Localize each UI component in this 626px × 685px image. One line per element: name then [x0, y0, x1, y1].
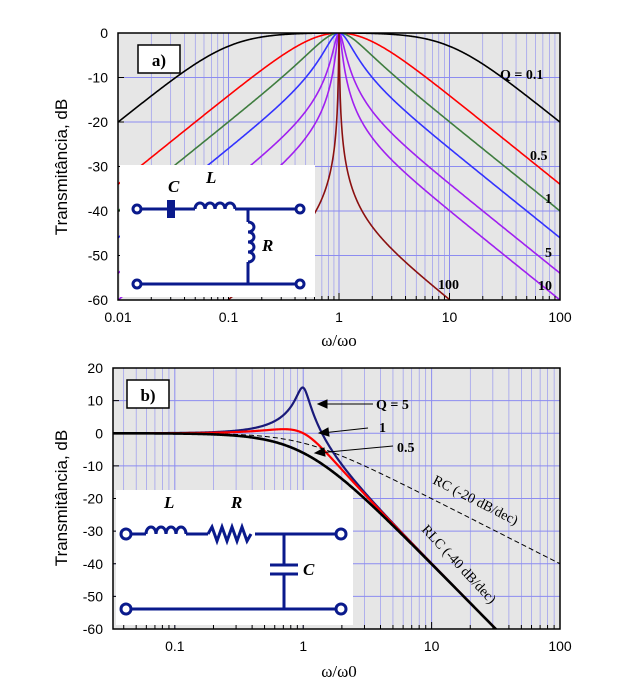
x-tick-label: 0.1 — [218, 309, 239, 325]
y-tick-label: 20 — [87, 360, 103, 376]
panel-a-label: a) — [151, 51, 167, 70]
y-tick-label: -40 — [82, 555, 103, 572]
y-tick-label: -50 — [82, 588, 103, 605]
series-label-b-q-0-5: 0.5 — [397, 441, 415, 456]
panel-b-circuit-label-c: C — [303, 560, 315, 579]
panel-a-chart — [52, 25, 572, 350]
annotation-rc-slope: RC (-20 dB/dec) — [430, 473, 521, 529]
y-tick-label: 0 — [95, 425, 103, 442]
series-label-q-1: 1 — [545, 192, 552, 207]
series-label-q-5: 5 — [545, 246, 552, 261]
x-tick-label: 10 — [423, 638, 440, 654]
panel-b-circuit-label-l: L — [164, 493, 175, 512]
panel-a-circuit-background — [120, 165, 315, 297]
y-tick-label: 10 — [87, 392, 103, 409]
y-tick-label: -30 — [82, 523, 103, 540]
panel-b-circuit-label-r: R — [231, 493, 243, 512]
y-tick-label: -20 — [82, 490, 103, 507]
series-label-q-10: 10 — [538, 279, 552, 294]
y-tick-label: -10 — [82, 457, 103, 474]
x-tick-label: 1 — [335, 309, 343, 325]
panel-b-label: b) — [140, 386, 156, 405]
panel-b-ylabel: Transmitância, dB — [52, 429, 71, 567]
series-label-q-100: 100 — [438, 278, 459, 293]
y-tick-label: -10 — [87, 69, 108, 86]
annotation-rlc-slope: RLC (-40 dB/dec) — [418, 522, 499, 608]
panel-a-circuit-label-r: R — [262, 236, 274, 255]
panel-b-xlabel: ω/ω0 — [321, 662, 357, 681]
panel-a-circuit-label-c: C — [168, 177, 180, 196]
panel-a-circuit-icon — [120, 165, 315, 297]
series-label-q-0-1: Q = 0.1 — [500, 68, 544, 83]
x-tick-label: 0.1 — [165, 638, 185, 654]
x-tick-label: 100 — [548, 638, 572, 654]
panel-a-circuit-label-l: L — [206, 168, 217, 187]
y-tick-label: -20 — [87, 114, 108, 130]
x-tick-label: 10 — [441, 309, 458, 325]
y-tick-label: -60 — [87, 292, 108, 308]
y-tick-label: -60 — [82, 621, 103, 637]
x-tick-label: 100 — [548, 309, 572, 325]
panel-b-circuit-icon — [116, 490, 353, 625]
series-label-q-0-5: 0.5 — [530, 149, 548, 164]
y-tick-label: 0 — [100, 25, 108, 41]
panel-a-ylabel: Transmitância, dB — [52, 98, 71, 236]
panel-a-xlabel: ω/ωo — [321, 331, 357, 350]
y-tick-label: -50 — [87, 247, 108, 264]
y-tick-label: -30 — [87, 158, 108, 175]
series-label-b-q-1: 1 — [379, 421, 386, 436]
x-tick-label: 0.01 — [104, 309, 132, 325]
panel-b-chart — [52, 360, 572, 681]
x-tick-label: 1 — [299, 638, 308, 654]
series-label-b-q-5: Q = 5 — [376, 398, 409, 413]
y-tick-label: -40 — [87, 203, 108, 219]
